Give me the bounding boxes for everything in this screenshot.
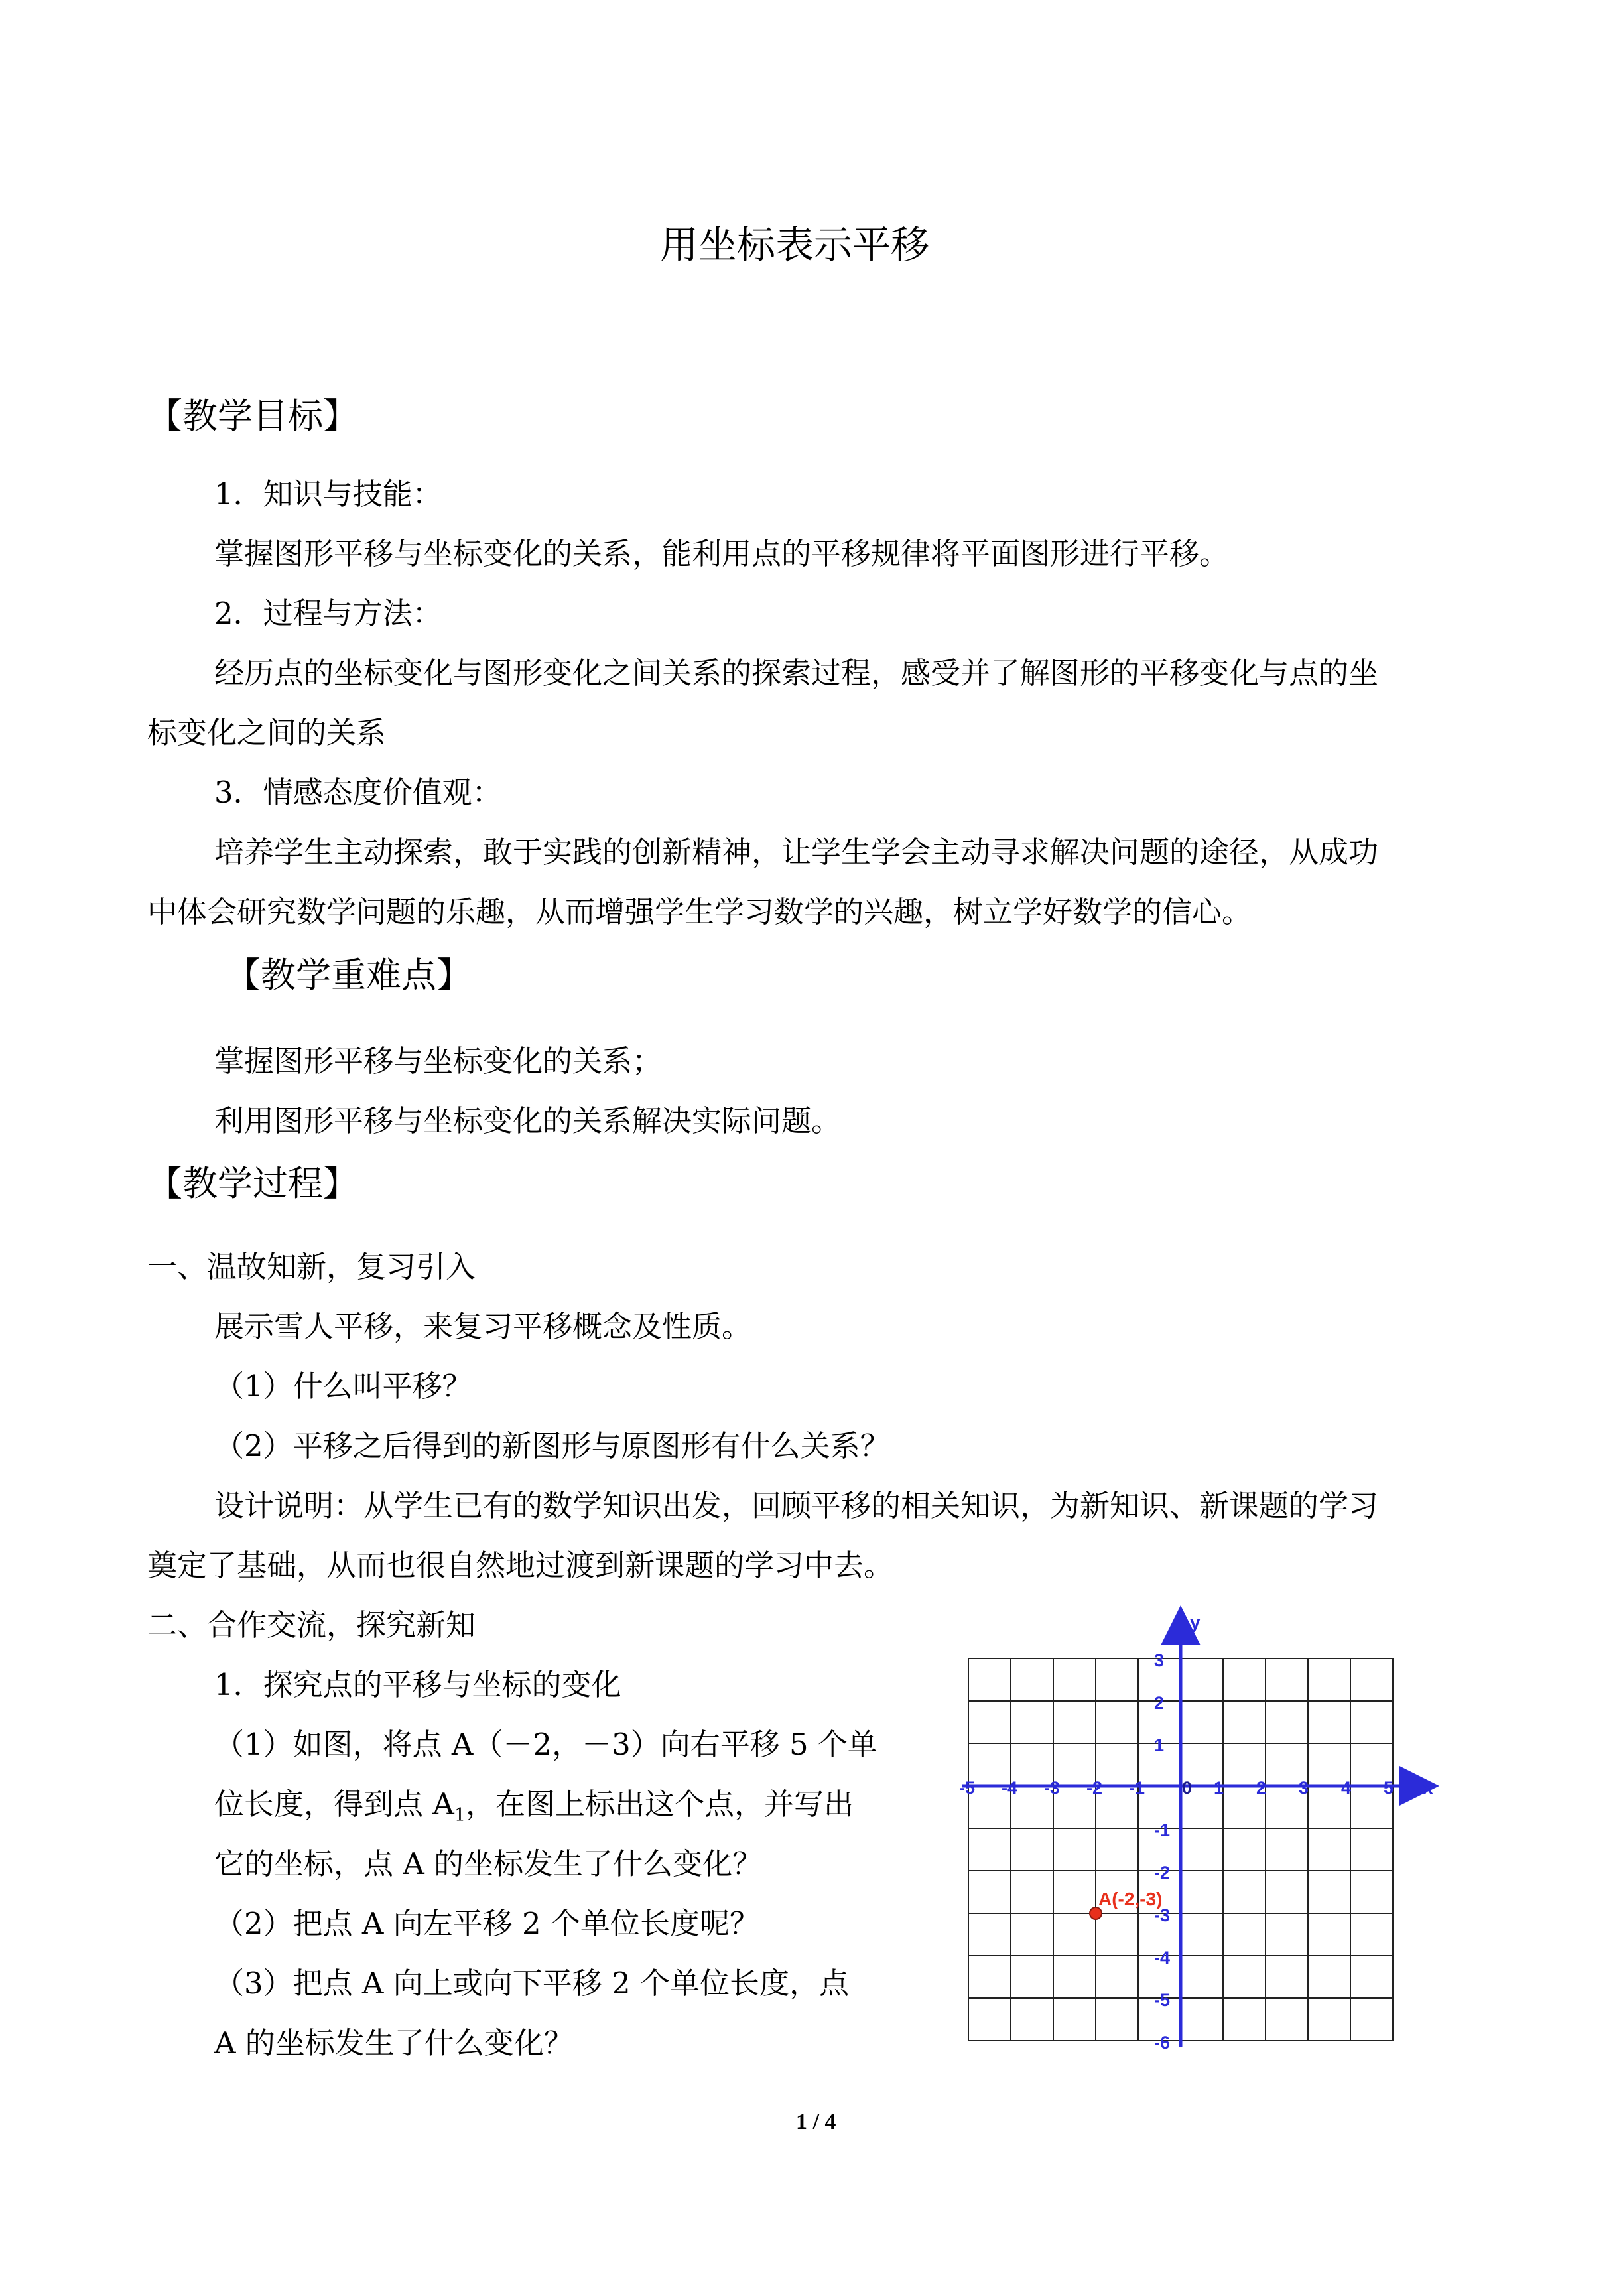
y-tick-label: -2 — [1154, 1863, 1171, 1883]
goal1-text: 掌握图形平移与坐标变化的关系，能利用点的平移规律将平面图形进行平移。 — [214, 536, 1230, 571]
y-tick-label: -3 — [1154, 1905, 1171, 1925]
x-tick-label: -3 — [1044, 1778, 1061, 1798]
y-tick-label: -4 — [1154, 1948, 1171, 1968]
x-tick-label: 1 — [1214, 1778, 1224, 1798]
key-point-2: 利用图形平移与坐标变化的关系解决实际问题。 — [214, 1103, 842, 1138]
question-3-line1: （3）把点 A 向上或向下平移 2 个单位长度，点 — [214, 1966, 849, 2001]
question-1-line3: 它的坐标，点 A 的坐标发生了什么变化？ — [214, 1846, 763, 1881]
x-tick-label: 2 — [1256, 1778, 1267, 1798]
x-tick-label: 4 — [1341, 1778, 1352, 1798]
x-tick-label: 3 — [1299, 1778, 1309, 1798]
goal3-text-line2: 中体会研究数学问题的乐趣，从而增强学生学习数学的兴趣，树立学好数学的信心。 — [147, 894, 1252, 929]
y-tick-label: -6 — [1154, 2033, 1171, 2053]
part1-title: 一、温故知新，复习引入 — [147, 1249, 476, 1284]
y-tick-label: 3 — [1154, 1651, 1165, 1670]
question-2: （2）把点 A 向左平移 2 个单位长度呢？ — [214, 1906, 759, 1941]
x-tick-label: 5 — [1384, 1778, 1394, 1798]
y-tick-label: 1 — [1154, 1735, 1165, 1755]
y-tick-label: -1 — [1154, 1820, 1171, 1840]
goal3-text-line1: 培养学生主动探索，敢于实践的创新精神，让学生学会主动寻求解决问题的途径，从成功 — [214, 835, 1379, 870]
goals-heading: 【教学目标】 — [147, 396, 358, 437]
part2-title: 二、合作交流，探究新知 — [147, 1607, 476, 1643]
question-3-line2: A 的坐标发生了什么变化？ — [214, 2025, 574, 2060]
goal2-text-line1: 经历点的坐标变化与图形变化之间关系的探索过程，感受并了解图形的平移变化与点的坐 — [214, 655, 1379, 691]
x-tick-label: 0 — [1182, 1778, 1193, 1798]
goal2-text-line2: 标变化之间的关系 — [147, 715, 387, 750]
page-title: 用坐标表示平移 — [660, 222, 930, 267]
key-heading: 【教学重难点】 — [226, 955, 472, 996]
question-1-line1: （1）如图，将点 A（－2，－3）向右平移 5 个单 — [214, 1727, 877, 1762]
part1-question-1: （1）什么叫平移？ — [214, 1369, 472, 1404]
point-label: A(-2,-3) — [1098, 1889, 1163, 1909]
goal3-title: 3．情感态度价值观： — [214, 775, 502, 810]
y-axis-label: y — [1190, 1612, 1201, 1633]
goal2-title: 2．过程与方法： — [214, 596, 442, 631]
page-number: 1 / 4 — [796, 2110, 836, 2134]
part1-note-line2: 奠定了基础，从而也很自然地过渡到新课题的学习中去。 — [147, 1548, 894, 1583]
x-tick-label: -1 — [1129, 1778, 1145, 1798]
part2-subtitle: 1．探究点的平移与坐标的变化 — [214, 1667, 621, 1702]
part1-question-2: （2）平移之后得到的新图形与原图形有什么关系？ — [214, 1428, 890, 1463]
y-tick-label: 2 — [1154, 1693, 1165, 1713]
process-heading: 【教学过程】 — [147, 1164, 358, 1204]
part1-text: 展示雪人平移，来复习平移概念及性质。 — [214, 1309, 752, 1344]
x-tick-label: -4 — [1002, 1778, 1018, 1798]
part1-note-line1: 设计说明：从学生已有的数学知识出发，回顾平移的相关知识，为新知识、新课题的学习 — [214, 1488, 1379, 1523]
x-axis-label: x — [1423, 1777, 1433, 1798]
x-tick-label: -2 — [1086, 1778, 1103, 1798]
goal1-title: 1．知识与技能： — [214, 476, 442, 511]
key-point-1: 掌握图形平移与坐标变化的关系； — [214, 1044, 663, 1079]
question-1-line2: 位长度，得到点 $A_1$，在图上标出这个点，并写出 — [214, 1787, 854, 1826]
x-tick-label: -5 — [959, 1778, 976, 1798]
coordinate-grid-chart — [955, 1605, 1459, 2053]
y-tick-label: -5 — [1154, 1990, 1171, 2010]
